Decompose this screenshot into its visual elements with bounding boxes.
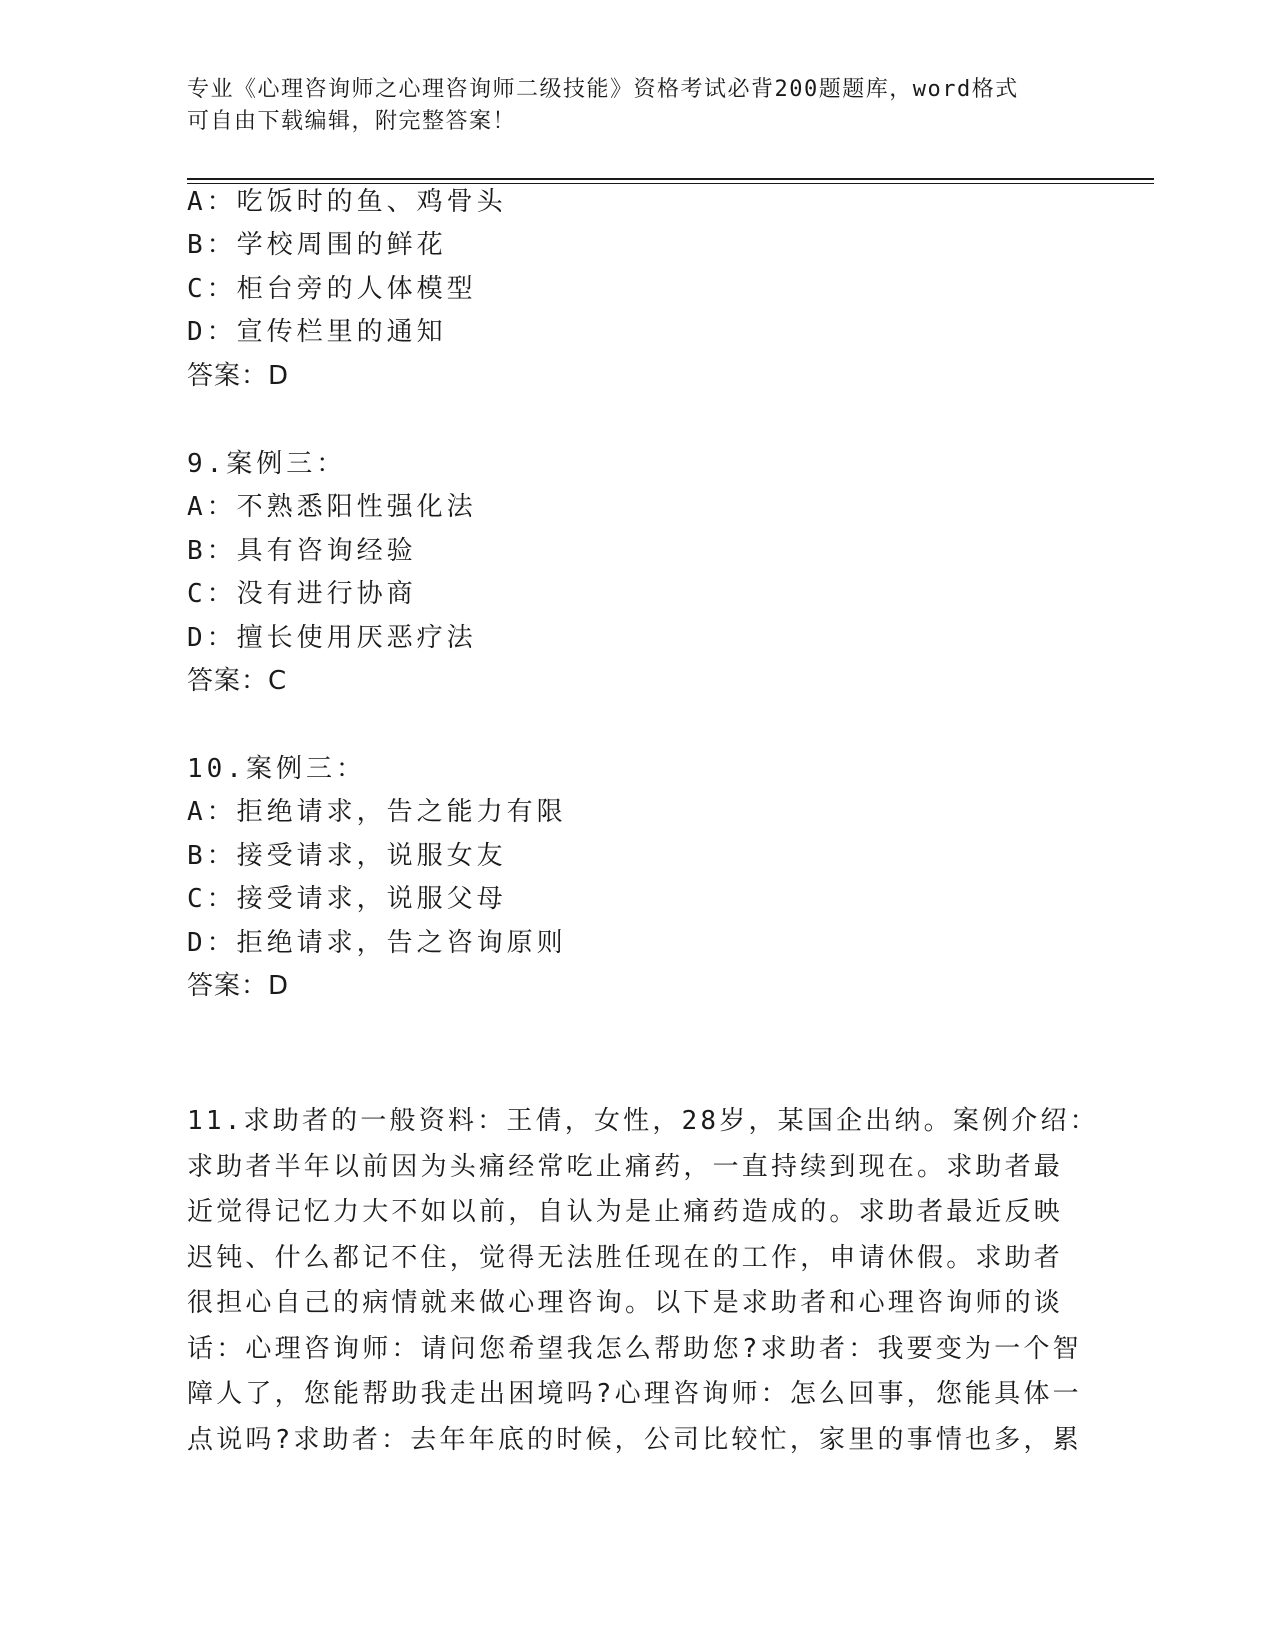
- q10-option-b: B：接受请求，说服女友: [187, 841, 507, 871]
- q11-case-text: [187, 1099, 1099, 1463]
- q11-line-7: 障人了，您能帮助我走出困境吗?心理咨询师：怎么回事，您能具体一: [187, 1379, 1082, 1409]
- q11-line-2: 求助者半年以前因为头痛经常吃止痛药，一直持续到现在。求助者最: [187, 1151, 1064, 1182]
- header-line-2: 可自由下载编辑，附完整答案！: [187, 109, 517, 134]
- q11-line-8: 点说吗?求助者：去年年底的时候，公司比较忙，家里的事情也多，累: [187, 1424, 1082, 1455]
- q9-title: 9.案例三：: [187, 449, 347, 479]
- document-header: [187, 74, 1067, 138]
- q9-answer: 答案：C: [187, 666, 288, 696]
- q11-line-3: 近觉得记忆力大不如以前，自认为是止痛药造成的。求助者最近反映: [187, 1197, 1064, 1227]
- q11-line-6: 话：心理咨询师：请问您希望我怎么帮助您?求助者：我要变为一个智: [187, 1333, 1082, 1364]
- q10-answer: 答案：D: [187, 971, 290, 1001]
- q11-line-4: 迟钝、什么都记不住，觉得无法胜任现在的工作，申请休假。求助者: [187, 1242, 1064, 1273]
- q11-line-5: 很担心自己的病情就来做心理咨询。以下是求助者和心理咨询师的谈: [187, 1288, 1064, 1318]
- q8-option-a: A：吃饭时的鱼、鸡骨头: [187, 187, 507, 217]
- q10-option-d: D：拒绝请求，告之咨询原则: [187, 928, 567, 958]
- q8-option-d: D：宣传栏里的通知: [187, 317, 447, 347]
- q8-option-c: C：柜台旁的人体模型: [187, 274, 477, 304]
- q9-option-a: A：不熟悉阳性强化法: [187, 492, 477, 522]
- q9-option-d: D：擅长使用厌恶疗法: [187, 623, 477, 653]
- q11-line-1: 11.求助者的一般资料：王倩，女性，28岁，某国企出纳。案例介绍：: [187, 1106, 1099, 1136]
- q8-option-b: B：学校周围的鲜花: [187, 230, 447, 260]
- q9-option-b: B：具有咨询经验: [187, 536, 417, 566]
- header-line-1: 专业《心理咨询师之心理咨询师二级技能》资格考试必背200题题库，word格式: [187, 77, 1019, 102]
- q10-option-c: C：接受请求，说服父母: [187, 884, 507, 914]
- q10-option-a: A：拒绝请求，告之能力有限: [187, 797, 567, 827]
- q9-option-c: C：没有进行协商: [187, 579, 417, 609]
- q10-title: 10.案例三：: [187, 754, 366, 784]
- q8-answer: 答案：D: [187, 361, 290, 391]
